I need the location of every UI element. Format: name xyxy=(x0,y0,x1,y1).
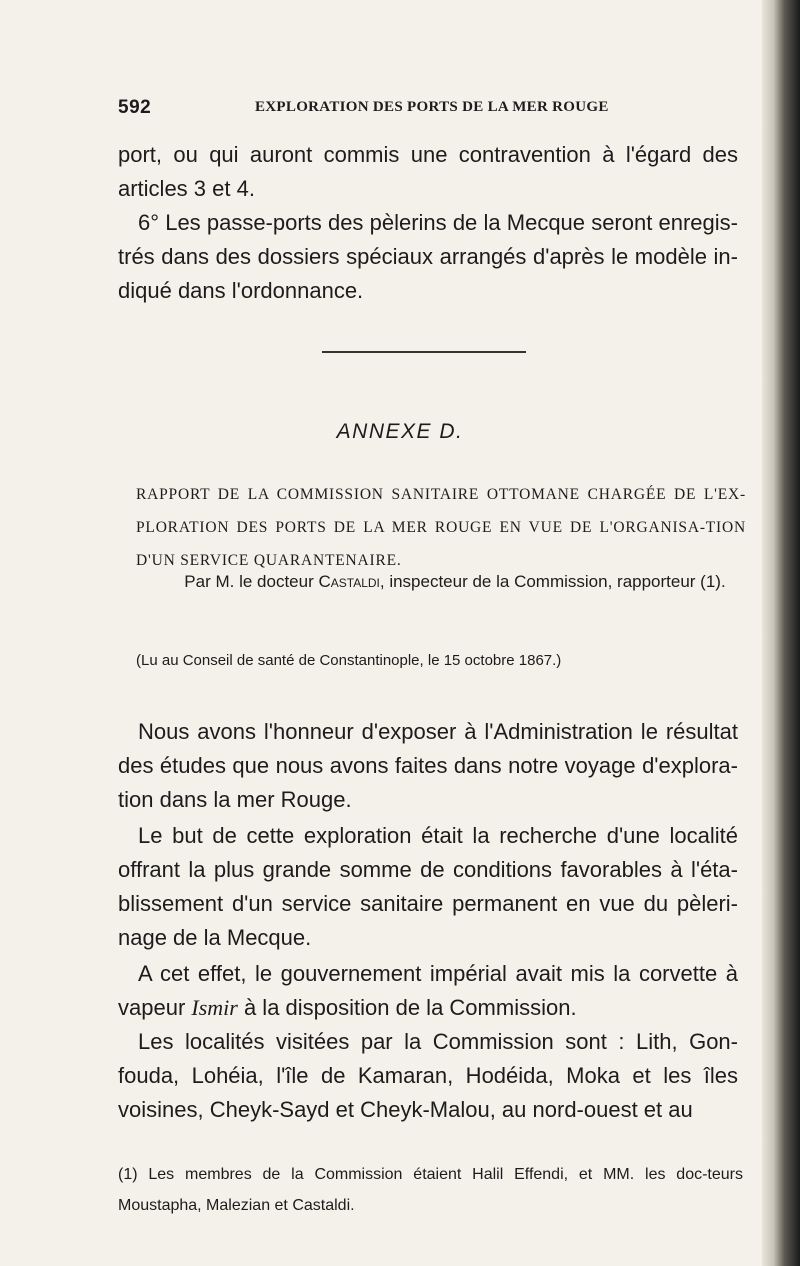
body-paragraph-purpose: Le but de cette exploration était la recherche d'une localité offrant la plus grande somme de conditions favorables à l'éta-blissement d'un service sanitaire permanent en vue du pèleri-nage de la Mecque. xyxy=(118,823,738,950)
body-paragraph-ship xyxy=(118,957,738,1025)
byline-prefix: Par M. le docteur xyxy=(184,572,319,591)
author-name: Castaldi xyxy=(318,572,380,591)
ship-text-after: à la disposition de la Commission. xyxy=(237,995,577,1020)
reading-note: (Lu au Conseil de santé de Constantinople, le 15 octobre 1867.) xyxy=(136,652,562,669)
continuation-paragraph: port, ou qui auront commis une contravention à l'égard des articles 3 et 4. xyxy=(118,142,738,201)
page-binding-edge xyxy=(762,0,800,1266)
page-number: 592 xyxy=(118,97,152,118)
running-title: EXPLORATION DES PORTS DE LA MER ROUGE xyxy=(255,99,609,115)
article-6-paragraph: 6° Les passe-ports des pèlerins de la Mecque seront enregis-trés dans des dossiers spéciaux arrangés d'après le modèle in-diqué dans l'ordonnance. xyxy=(118,210,738,303)
report-title: RAPPORT DE LA COMMISSION SANITAIRE OTTOMANE CHARGÉE DE L'EX-PLORATION DES PORTS DE LA MER ROUGE EN VUE DE L'ORGANISA-TION D'UN SERVICE QUARANTENAIRE. xyxy=(136,486,746,569)
ship-text-before: A cet effet, le gouvernement impérial avait mis la corvette à vapeur xyxy=(118,961,738,1020)
byline xyxy=(160,567,750,596)
footnote: (1) Les membres de la Commission étaient Halil Effendi, et MM. les doc-teurs Moustapha, Malezian et Castaldi. xyxy=(118,1166,743,1214)
body-paragraph-localities: Les localités visitées par la Commission sont : Lith, Gon-fouda, Lohéia, l'île de Kamaran, Hodéida, Moka et les îles voisines, Cheyk-Sayd et Cheyk-Malou, au nord-ouest et au xyxy=(118,1029,738,1122)
byline-suffix: , inspecteur de la Commission, rapporteur (1). xyxy=(379,572,726,591)
body-paragraph-intro: Nous avons l'honneur d'exposer à l'Administration le résultat des études que nous avons faites dans notre voyage d'explora-tion dans la mer Rouge. xyxy=(118,719,738,812)
annexe-heading: ANNEXE D. xyxy=(336,420,464,443)
ship-name: Ismir xyxy=(191,995,238,1020)
section-divider xyxy=(322,351,526,353)
running-header xyxy=(118,97,738,121)
